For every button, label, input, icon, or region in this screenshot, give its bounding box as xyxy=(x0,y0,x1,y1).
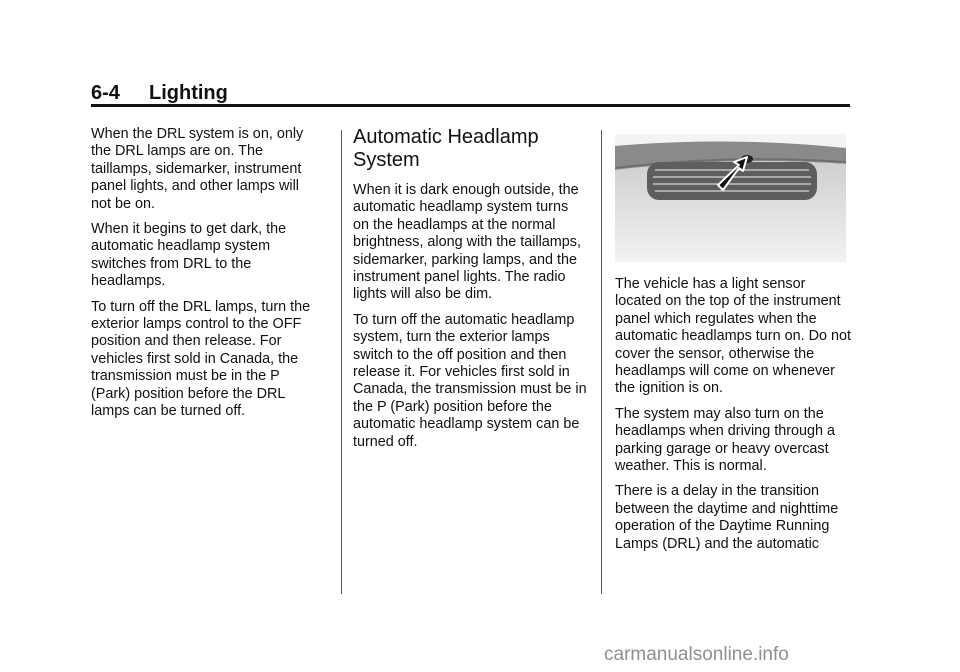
column-divider xyxy=(341,130,342,594)
paragraph: When it is dark enough outside, the automatic headlamp system turns on the headlamps at the normal brightness, along with the taillamps, sidemarker, parking lamps, and the instrument panel lights. The radio lights will also be dim. xyxy=(353,182,581,303)
column-3 xyxy=(615,126,855,561)
paragraph: There is a delay in the transition between the daytime and nighttime operation of the Daytime Running Lamps (DRL) and the automatic xyxy=(615,483,839,552)
paragraph: The system may also turn on the headlamps when driving through a parking garage or heavy overcast weather. This is normal. xyxy=(615,405,835,475)
watermark: carmanualsonline.info xyxy=(604,644,789,665)
paragraph: To turn off the DRL lamps, turn the exterior lamps control to the OFF position and then release. For vehicles first sold in Canada, the transmission must be in the P (Park) position before the DRL lamps can be turned off. xyxy=(91,298,311,420)
paragraph: When the DRL system is on, only the DRL lamps are on. The taillamps, sidemarker, instrument panel lights, and other lamps will not be on. xyxy=(91,126,304,212)
page-number: 6-4 xyxy=(91,82,120,104)
section-title: Lighting xyxy=(149,82,228,104)
light-sensor-illustration xyxy=(615,134,846,262)
page-header xyxy=(91,80,851,106)
header-rule xyxy=(91,104,850,107)
column-divider xyxy=(601,130,602,594)
column-2 xyxy=(353,126,588,459)
paragraph: To turn off the automatic headlamp system, turn the exterior lamps switch to the off position and then release it. For vehicles first sold in Canada, the transmission must be in the P (Park) position before the automatic headlamp system can be turned off. xyxy=(353,311,587,450)
paragraph: The vehicle has a light sensor located on the top of the instrument panel which regulates when the automatic headlamps turn on. Do not cover the sensor, otherwise the headlamps will come on whenever the ignition is on. xyxy=(615,276,851,397)
dashboard-sensor-icon xyxy=(615,134,846,262)
paragraph: When it begins to get dark, the automatic headlamp system switches from DRL to the headlamps. xyxy=(91,221,287,290)
column-1 xyxy=(91,126,321,429)
section-heading: Automatic Headlamp System xyxy=(353,126,539,171)
